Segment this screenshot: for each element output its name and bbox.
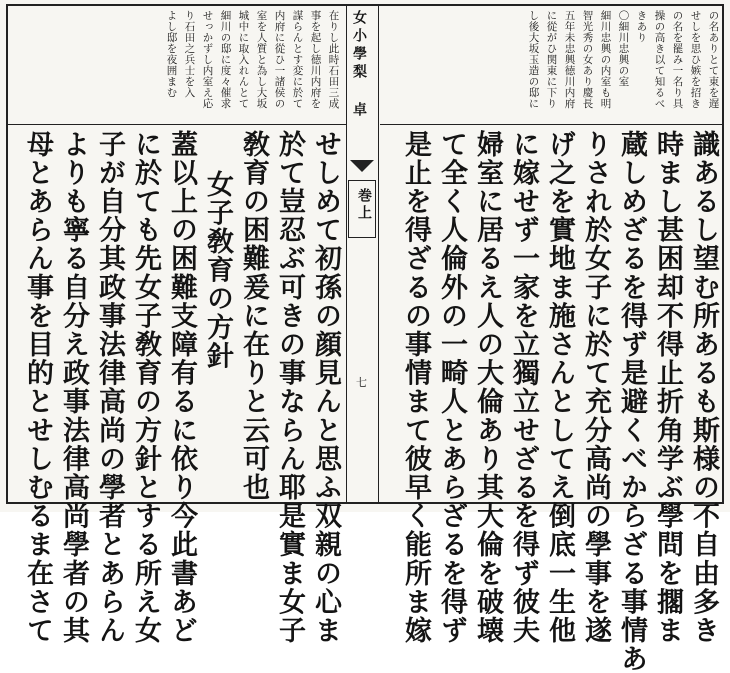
annotation-note-column: 細川の邸に度々催求 xyxy=(219,10,232,109)
main-text-column: りされ於女子に於て充分高尚の學事を遂 xyxy=(580,130,611,645)
main-text-column: せしめて初孫の顔見んと思ふ双親の心ま xyxy=(310,130,341,645)
main-text-column: て全く人倫外の一畸人とあらざるを得ず xyxy=(436,130,467,645)
annotation-note-column: 城中に取入れんとて xyxy=(237,10,250,109)
main-text-column: に嫁せず一家を立獨立せざるを得ず彼夫 xyxy=(508,130,539,645)
annotation-note-column: 謀らんとす変に於て xyxy=(291,10,304,109)
annotation-note-column: せしを思ひ嫉を招き xyxy=(689,10,702,109)
annotation-note-column: 内府に從ひ一諸侯の xyxy=(273,10,286,109)
annotation-note-column: 事を起し徳川内府を xyxy=(309,10,322,109)
annotation-note-column: 細川忠興の内室も明 xyxy=(599,10,612,109)
note-area-divider xyxy=(6,124,346,125)
annotation-note-column: の名を罷み一名り具 xyxy=(671,10,684,109)
annotation-note-column: せっかずし内室え応 xyxy=(201,10,214,109)
main-text-column: 時まし甚困却不得止折角学ぶ學問を擱ま xyxy=(652,130,683,645)
main-text-column: 是止を得ざるの事情まて彼早く能所ま嫁 xyxy=(400,130,431,645)
volume-text: 巻上 xyxy=(356,188,372,222)
annotation-note-column: に從がひ関東に下り xyxy=(545,10,558,109)
annotation-note-column: 室を人質と為し大坂 xyxy=(255,10,268,109)
main-text-column: 於て豈忍ぶ可きの事ならん耶是實ま女子 xyxy=(274,130,305,645)
main-text-column: げ之を實地ま施さんとしてえ倒底一生他 xyxy=(544,130,575,645)
main-text-column: 敎育の困難爰に在りと云可也 xyxy=(238,130,269,502)
volume-label xyxy=(348,180,376,238)
main-text-column: 女子敎育の方針 xyxy=(202,170,233,371)
column-divider xyxy=(378,4,379,504)
main-text-column: 子が自分其政事法律高尚の學者とあらん xyxy=(94,130,125,645)
book-title: 女小學梨 卓 xyxy=(351,10,367,120)
annotation-note-column: り石田之兵士を入 xyxy=(183,10,196,98)
annotation-note-column: 操の高き以て知るべ xyxy=(653,10,666,109)
main-text-column: に於ても先女子敎育の方針とする所え女 xyxy=(130,130,161,645)
main-text-column: 婦室に居るえ人の大倫あり其大倫を破壊 xyxy=(472,130,503,645)
main-text-column: よりも寧る自分え政事法律高尚學者の其 xyxy=(58,130,89,645)
main-text-column: 蓋以上の困難支障有るに依り今此書あど xyxy=(166,130,197,645)
annotation-note-column: の名ありとて東を遅 xyxy=(707,10,720,109)
column-divider xyxy=(346,4,347,504)
annotation-note-column: 智光秀の女あり慶長 xyxy=(581,10,594,109)
annotation-note-column: 五年未忠興徳川内府 xyxy=(563,10,576,109)
main-text-column: 識あるし望む所あるも斯様の不自由多き xyxy=(688,130,719,645)
annotation-note-column: 在りし此時石田三成 xyxy=(327,10,340,109)
main-text-column: 母とあらん事を目的とせしむるま在さて xyxy=(22,130,53,645)
annotation-note-column: 〇細川忠興の室 xyxy=(617,10,630,87)
annotation-note-column: し後大坂玉造の邸に xyxy=(527,10,540,109)
page-number: 七 xyxy=(356,376,367,389)
fish-tail-mark xyxy=(350,160,374,172)
main-text-column: 蔵しめざるを得ず是避くべからざる事情あ xyxy=(616,130,647,673)
annotation-note-column: よし邸を夜囲まむ xyxy=(165,10,178,98)
note-area-divider xyxy=(380,124,724,125)
annotation-note-column: きあり xyxy=(635,10,648,43)
